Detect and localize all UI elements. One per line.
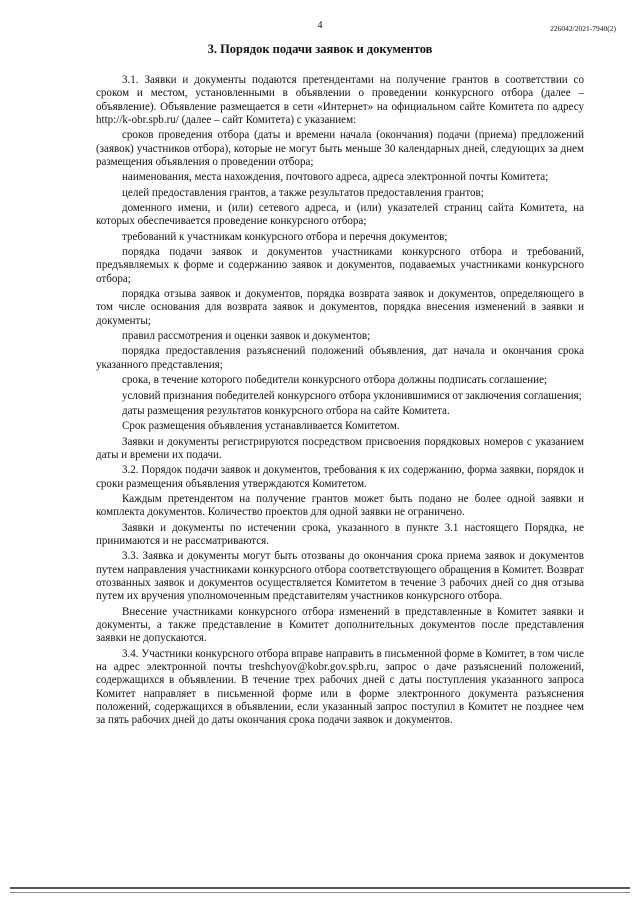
paragraph-no-changes: Внесение участниками конкурсного отбора изменений в представленные в Комитет заявки и документы, а также представление в Комитет дополнительных документов после представления заявки не допускаются. [96, 605, 584, 645]
page-number: 4 [317, 20, 323, 31]
paragraph-registration: Заявки и документы регистрируются посредством присвоения порядковых номеров с указанием даты и времени их подачи. [96, 435, 584, 462]
list-item-evasion-conditions: условий признания победителей конкурсного отбора уклонившимися от заключения соглашения; [122, 389, 582, 402]
scan-edge-line [10, 887, 630, 889]
list-item-withdrawal-order: порядка отзыва заявок и документов, порядка возврата заявок и документов, определяющего в том числе основания для возврата заявок и документов, порядка внесения изменений в заявки и документы; [96, 288, 584, 327]
paragraph-one-application: Каждым претендентом на получение грантов может быть подано не более одной заявки и комплекта документов. Количество проектов для одной заявки не ограничено. [96, 493, 584, 519]
paragraph-3-1: 3.1. Заявки и документы подаются претендентами на получение грантов в соответствии со сроком и местом, установленными в объявлении о проведении конкурсного отбора (далее – объявление). Объявление размещается в сети «Интернет» на официальном сайте Комитета по адресу http://k-obr.spb.ru/ (далее – сайт Комитета) с указанием: [96, 74, 584, 126]
list-item-deadlines: сроков проведения отбора (даты и времени начала (окончания) подачи (приема) предложений (заявок) участников отбора), которые не могут быть меньше 30 календарных дней, следующих за днем размещения объявления о проведении отбора; [96, 129, 584, 168]
list-item-clarifications: порядка предоставления разъяснений положений объявления, дат начала и окончания срока указанного представления; [96, 345, 584, 371]
paragraph-announcement-term: Срок размещения объявления устанавливается Комитетом. [122, 420, 400, 433]
paragraph-3-3: 3.3. Заявка и документы могут быть отозваны до окончания срока приема заявок и документов путем направления участниками конкурсного отбора соответствующего обращения в Комитет. Возврат отозванных заявок и документов осуществляется Комитетом в течение 3 рабочих дней со дня отзыва путем их вручения уполномоченным представителям участников конкурсного отбора. [96, 550, 584, 603]
list-item-submission-order: порядка подачи заявок и документов участниками конкурсного отбора и требований, предъявляемых к форме и содержанию заявок и документов, подаваемых участниками конкурсного отбора; [96, 246, 584, 285]
section-title: 3. Порядок подачи заявок и документов [207, 42, 433, 56]
list-item-committee-address: наименования, места нахождения, почтового адреса, адреса электронной почты Комитета; [122, 171, 549, 184]
list-item-grant-goals: целей предоставления грантов, а также результатов предоставления грантов; [122, 186, 484, 199]
scan-edge-line [10, 892, 630, 893]
list-item-domain-name: доменного имени, и (или) сетевого адреса, и (или) указателей страниц сайта Комитета, на которых обеспечивается проведение конкурсного отбора; [96, 202, 584, 228]
document-body [96, 74, 584, 730]
list-item-results-date: даты размещения результатов конкурсного отбора на сайте Комитета. [122, 404, 450, 417]
list-item-evaluation-rules: правил рассмотрения и оценки заявок и документов; [122, 330, 371, 343]
paragraph-3-4: 3.4. Участники конкурсного отбора вправе направить в письменной форме в Комитет, в том числе на адрес электронной почты treshchyov@kobr.gov.spb.ru, запрос о даче разъяснений положений, содержащихся в объявлении. В течение трех рабочих дней с даты поступления указанного запроса Комитет направляет в письменной форме или в форме электронного документа разъяснения положений, содержащихся в объявлении, если указанный запрос поступил в Комитет не позднее чем за пять рабочих дней до даты окончания срока подачи заявок и документов. [96, 647, 584, 727]
list-item-requirements: требований к участникам конкурсного отбора и перечня документов; [122, 230, 448, 243]
document-number: 226042/2021-7940(2) [550, 24, 616, 33]
paragraph-3-2: 3.2. Порядок подачи заявок и документов, требования к их содержанию, форма заявки, порядок и сроки размещения объявления утверждаются Комитетом. [96, 464, 584, 490]
list-item-signing-deadline: срока, в течение которого победители конкурсного отбора должны подписать соглашение; [122, 374, 548, 387]
paragraph-late-applications: Заявки и документы по истечении срока, указанного в пункте 3.1 настоящего Порядка, не принимаются и не рассматриваются. [96, 521, 584, 548]
